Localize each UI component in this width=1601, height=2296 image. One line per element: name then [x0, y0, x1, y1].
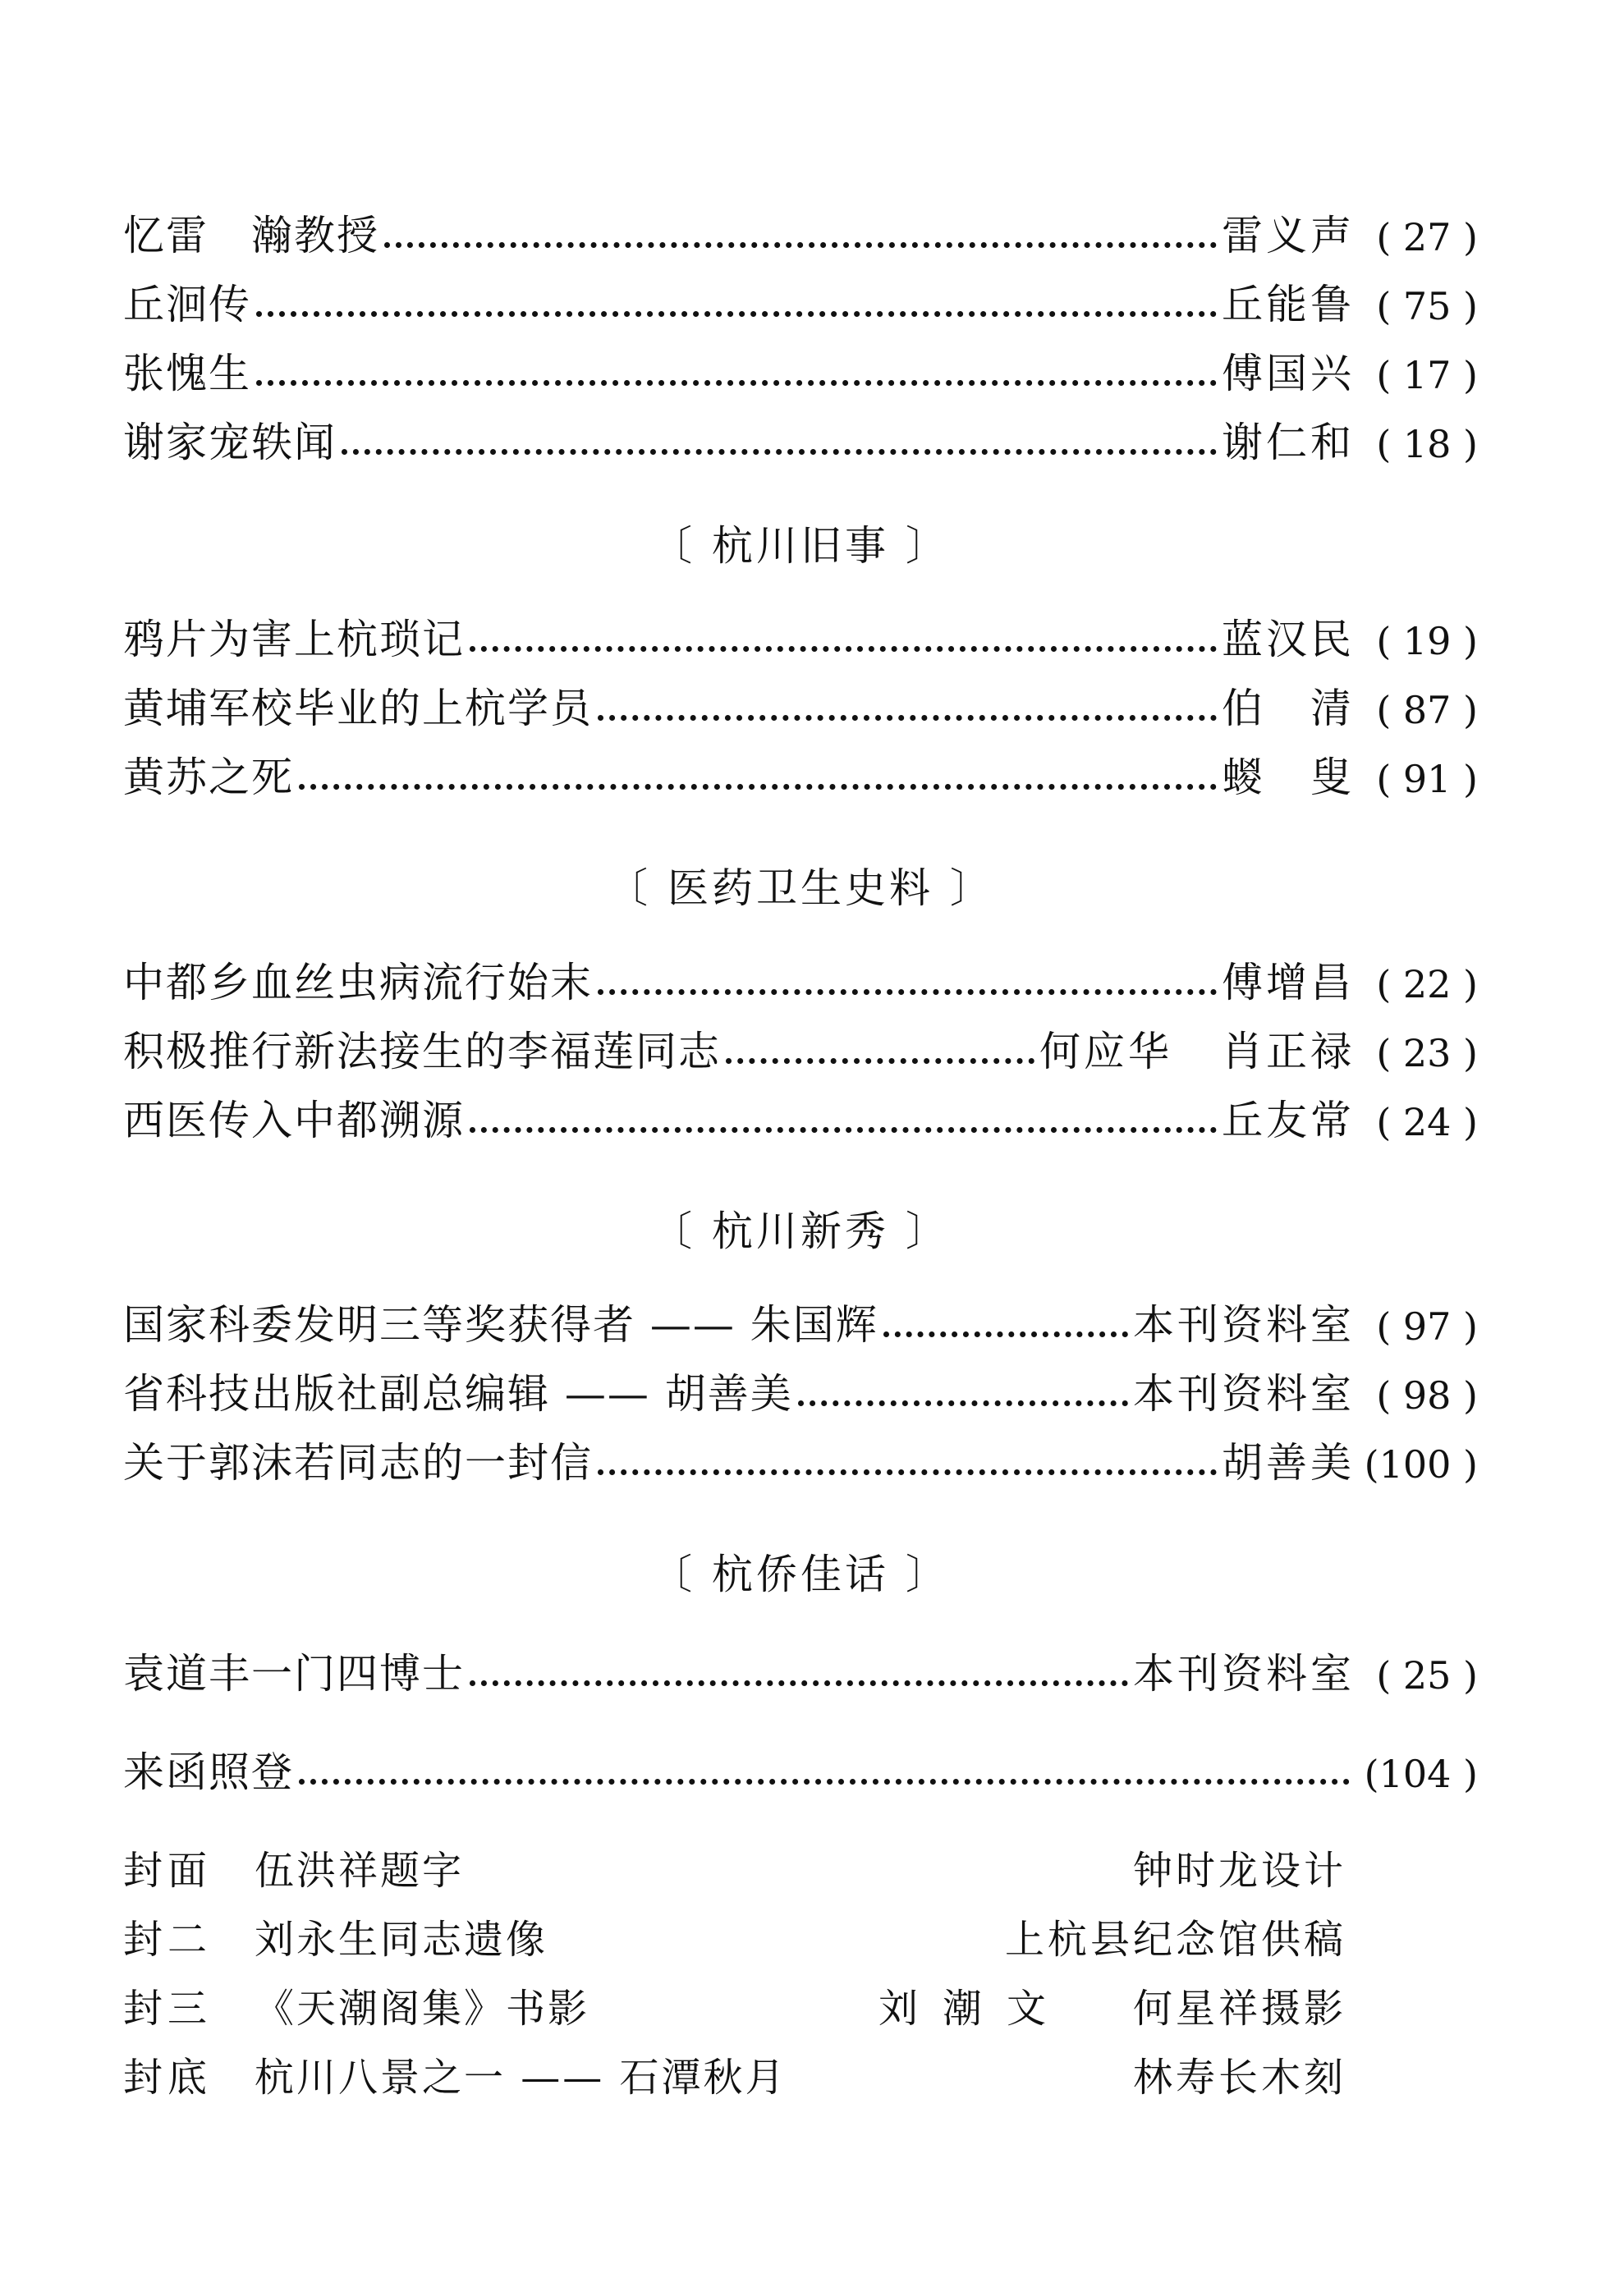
credit-description: 伍洪祥题字: [255, 1848, 465, 1894]
toc-entry-page: ( 18 ): [1376, 422, 1478, 466]
toc-entry-author: 雷义声: [1222, 212, 1355, 259]
dot-leader: [598, 989, 1217, 995]
toc-entry: [123, 394, 1478, 466]
toc-entry-page: ( 97 ): [1376, 1304, 1478, 1349]
toc-entry: [123, 1724, 1478, 1796]
toc-entry-title: 中都乡血丝虫病流行始末: [123, 959, 593, 1006]
toc-entry-author: 蝬叟: [1222, 754, 1399, 801]
toc-section: [123, 1625, 1478, 1698]
credit-description: 刘永生同志遗像: [255, 1917, 548, 1963]
toc-entry-title: 关于郭沫若同志的一封信: [123, 1439, 593, 1487]
toc-entry: [123, 1276, 1478, 1349]
toc-entry-page: ( 75 ): [1376, 284, 1478, 328]
toc-section: [123, 591, 1478, 801]
toc-entry-author: 傅国兴: [1222, 350, 1355, 397]
credit-label: 封面: [123, 1848, 213, 1894]
credit-description: 《天潮阁集》书影: [255, 1986, 590, 2032]
toc-entry-title: 黄苏之死: [123, 754, 294, 801]
toc-entry-page: ( 25 ): [1376, 1653, 1478, 1698]
toc-entry: [123, 256, 1478, 328]
dot-leader: [256, 311, 1217, 317]
toc-entry-title: 张愧生: [123, 350, 251, 397]
toc-entry: [123, 1625, 1478, 1698]
toc-entry-author: 丘友常: [1222, 1097, 1355, 1144]
toc-section: [123, 934, 1478, 1144]
dot-leader: [598, 715, 1217, 721]
toc-entry-page: (104 ): [1364, 1752, 1478, 1796]
toc-entry-title: 西医传入中都溯源: [123, 1097, 465, 1144]
dot-leader: [598, 1469, 1217, 1475]
toc-entry: [123, 660, 1478, 732]
credit-description: 杭川八景之一 —— 石潭秋月: [255, 2055, 787, 2101]
toc-entry-title: 国家科委发明三等奖获得者 —— 朱国辉: [123, 1301, 878, 1349]
toc-entry: [123, 187, 1478, 259]
toc-entry-title: 忆雷 瀚教授: [123, 212, 379, 259]
credit-row: [123, 2033, 1346, 2102]
toc-entry: [123, 729, 1478, 801]
credit-row: [123, 1895, 1346, 1964]
credit-contributor: 上杭县纪念馆供稿: [1004, 1917, 1346, 1963]
toc-entry-author: 伯清: [1222, 685, 1399, 732]
section-heading: 〔 杭侨佳话 〕: [651, 1551, 950, 1598]
toc-entry-author: 肖正禄: [1222, 1028, 1355, 1075]
section-heading: 〔 医药卫生史料 〕: [607, 864, 994, 912]
credit-extra: 刘潮文: [878, 1986, 1071, 2032]
toc-entry-page: ( 98 ): [1376, 1373, 1478, 1418]
toc-entry-author: 本刊资料室: [1133, 1301, 1355, 1349]
dot-leader: [384, 242, 1217, 248]
toc-entry-title: 积极推行新法接生的李福莲同志: [123, 1028, 721, 1075]
toc-entry-author: 丘能鲁: [1222, 281, 1355, 328]
toc-entry-page: ( 17 ): [1376, 353, 1478, 397]
toc-entry-page: ( 87 ): [1376, 688, 1478, 732]
toc-entry-page: ( 19 ): [1376, 619, 1478, 663]
credit-label: 封二: [123, 1917, 213, 1963]
toc-entry-page: ( 23 ): [1376, 1031, 1478, 1075]
toc-entry-page: ( 27 ): [1376, 215, 1478, 259]
toc-entry-page: ( 24 ): [1376, 1100, 1478, 1144]
dot-leader: [726, 1058, 1034, 1064]
credit-label: 封三: [123, 1986, 213, 2032]
toc-entry: [123, 1414, 1478, 1487]
dot-leader: [299, 784, 1217, 790]
dot-leader: [256, 380, 1217, 386]
toc-misc: [123, 1724, 1478, 1796]
section-heading: 〔 杭川新秀 〕: [651, 1208, 950, 1255]
toc-entry-title: 袁道丰一门四博士: [123, 1650, 465, 1698]
toc-entry-author: 蓝汉民: [1222, 616, 1355, 663]
toc-entry-author: 本刊资料室: [1133, 1370, 1355, 1418]
toc-entry: [123, 1003, 1478, 1075]
toc-entry-title: 鸦片为害上杭琐记: [123, 616, 465, 663]
toc-entry-title: 丘洄传: [123, 281, 251, 328]
toc-entry-author: 傅增昌: [1222, 959, 1355, 1006]
toc-entry: [123, 1072, 1478, 1144]
toc-entry: [123, 934, 1478, 1006]
toc-entry-author: 谢仁和: [1222, 419, 1355, 466]
section-heading: 〔 杭川旧事 〕: [651, 522, 950, 570]
toc-entry: [123, 325, 1478, 397]
toc-entry-title: 省科技出版社副总编辑 —— 胡善美: [123, 1370, 793, 1418]
dot-leader: [470, 646, 1217, 652]
toc-entry: [123, 591, 1478, 663]
toc-entry-page: ( 22 ): [1376, 962, 1478, 1006]
toc-entry-title: 黄埔军校毕业的上杭学员: [123, 685, 593, 732]
credit-contributor: 钟时龙设计: [1132, 1848, 1346, 1894]
toc-entry-page: ( 91 ): [1376, 757, 1478, 801]
toc-entry: [123, 1345, 1478, 1418]
toc-entry-title: 谢家宠轶闻: [123, 419, 337, 466]
dot-leader: [470, 1680, 1128, 1686]
toc-entry-page: (100 ): [1364, 1442, 1478, 1487]
toc-entry-title: 来函照登: [123, 1748, 294, 1796]
dot-leader: [342, 449, 1217, 455]
credit-contributor: 林寿长木刻: [1132, 2055, 1346, 2101]
dot-leader: [798, 1400, 1128, 1406]
toc-entry-author: 胡善美: [1222, 1439, 1355, 1487]
toc-section: [123, 1276, 1478, 1487]
dot-leader: [883, 1331, 1128, 1337]
dot-leader: [470, 1127, 1217, 1133]
credit-label: 封底: [123, 2055, 213, 2101]
toc-entry-author: 何应华: [1039, 1028, 1172, 1075]
toc-entry-author: 本刊资料室: [1133, 1650, 1355, 1698]
toc-group-biographies: [123, 187, 1478, 466]
dot-leader: [299, 1779, 1350, 1785]
credit-contributor: 何星祥摄影: [1132, 1986, 1346, 2032]
credit-row: [123, 1826, 1346, 1895]
cover-credits: [123, 1826, 1346, 2102]
credit-row: [123, 1964, 1346, 2033]
